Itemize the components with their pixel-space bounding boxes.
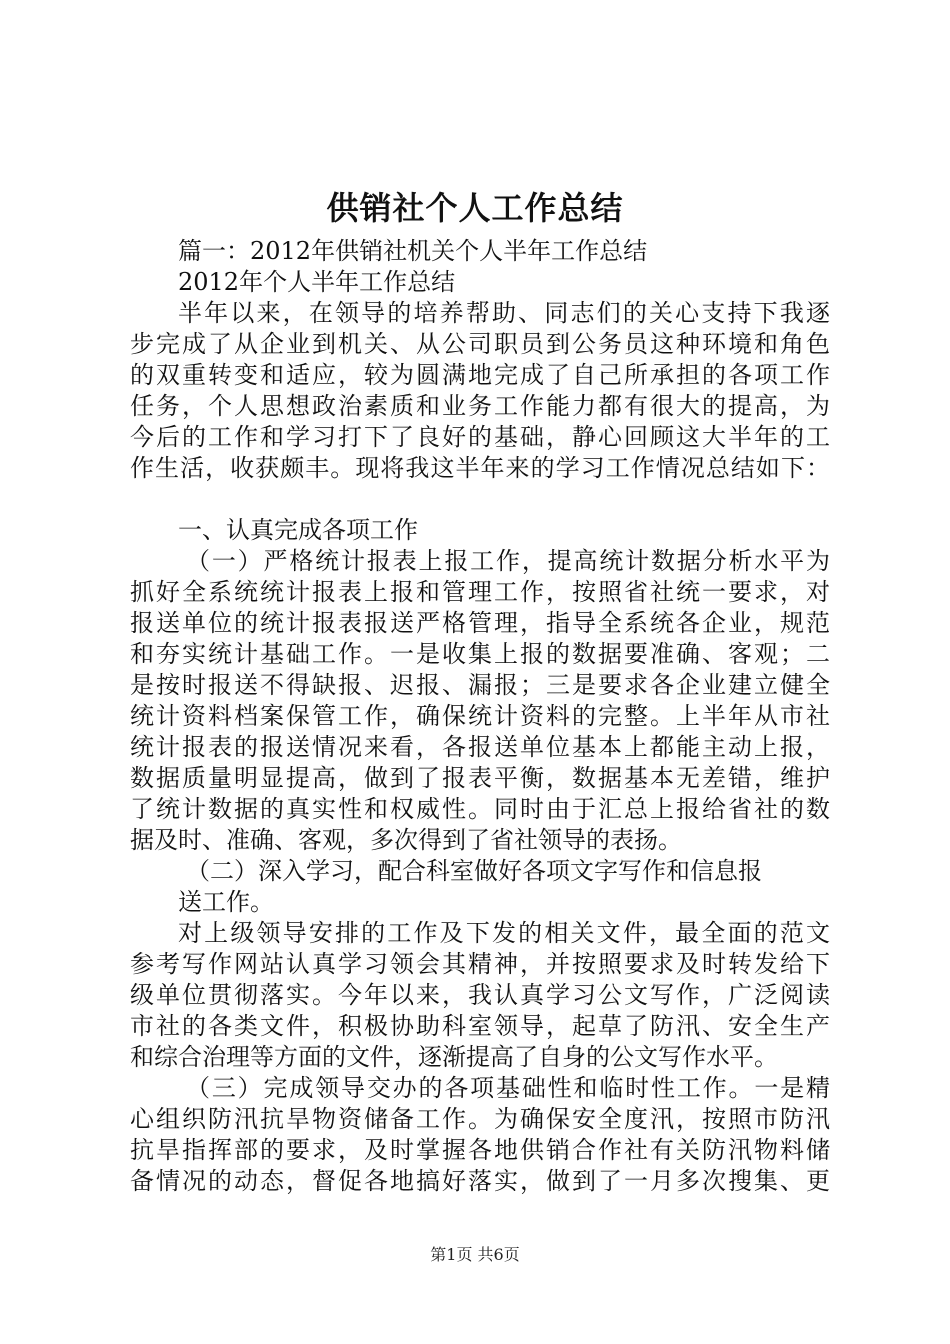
body-line: （一）严格统计报表上报工作，提高统计数据分析水平为 <box>186 547 830 575</box>
body-line: 心组织防汛抗旱物资储备工作。为确保安全度汛，按照市防汛 <box>130 1105 830 1133</box>
body-line: 半年以来，在领导的培养帮助、同志们的关心支持下我逐 <box>178 299 830 327</box>
document-title: 供销社个人工作总结 <box>326 189 624 227</box>
body-line: 据及时、准确、客观，多次得到了省社领导的表扬。 <box>130 826 682 854</box>
body-line: 参考写作网站认真学习领会其精神，并按照要求及时转发给下 <box>130 950 830 978</box>
body-line: 步完成了从企业到机关、从公司职员到公务员这种环境和角色 <box>130 330 830 358</box>
document-body <box>130 236 830 1197</box>
body-line: 和综合治理等方面的文件，逐渐提高了自身的公文写作水平。 <box>130 1043 778 1071</box>
body-line: 备情况的动态，督促各地搞好落实，做到了一月多次搜集、更 <box>130 1167 830 1195</box>
body-line: 了统计数据的真实性和权威性。同时由于汇总上报给省社的数 <box>130 795 830 823</box>
body-line: 是按时报送不得缺报、迟报、漏报；三是要求各企业建立健全 <box>130 671 830 699</box>
body-line: 级单位贯彻落实。今年以来，我认真学习公文写作，广泛阅读 <box>130 981 830 1009</box>
body-line: （二）深入学习，配合科室做好各项文字写作和信息报 <box>186 857 762 885</box>
body-line: 送工作。 <box>178 888 274 916</box>
body-line: 的双重转变和适应，较为圆满地完成了自己所承担的各项工作 <box>130 361 830 389</box>
paragraph-gap <box>130 484 830 515</box>
body-line: 对上级领导安排的工作及下发的相关文件，最全面的范文 <box>178 919 830 947</box>
body-line: 今后的工作和学习打下了良好的基础，静心回顾这大半年的工 <box>130 423 830 451</box>
section-heading: 一、认真完成各项工作 <box>178 516 418 544</box>
body-line: 篇一：2012年供销社机关个人半年工作总结 <box>178 237 648 265</box>
body-line: 作生活，收获颇丰。现将我这半年来的学习工作情况总结如下： <box>130 454 830 482</box>
page-footer: 第1页 共6页 <box>430 1245 520 1264</box>
body-line: 任务，个人思想政治素质和业务工作能力都有很大的提高，为 <box>130 392 830 420</box>
body-line: 报送单位的统计报表报送严格管理，指导全系统各企业，规范 <box>130 609 830 637</box>
body-line: 市社的各类文件，积极协助科室领导，起草了防汛、安全生产 <box>130 1012 830 1040</box>
body-line: 统计资料档案保管工作，确保统计资料的完整。上半年从市社 <box>130 702 830 730</box>
body-line: 2012年个人半年工作总结 <box>178 268 456 296</box>
body-line: 抗旱指挥部的要求，及时掌握各地供销合作社有关防汛物料储 <box>130 1136 830 1164</box>
body-line: 数据质量明显提高，做到了报表平衡，数据基本无差错，维护 <box>130 764 830 792</box>
body-line: （三）完成领导交办的各项基础性和临时性工作。一是精 <box>186 1074 830 1102</box>
body-line: 统计报表的报送情况来看，各报送单位基本上都能主动上报， <box>130 733 830 761</box>
body-line: 和夯实统计基础工作。一是收集上报的数据要准确、客观；二 <box>130 640 830 668</box>
body-line: 抓好全系统统计报表上报和管理工作，按照省社统一要求，对 <box>130 578 830 606</box>
